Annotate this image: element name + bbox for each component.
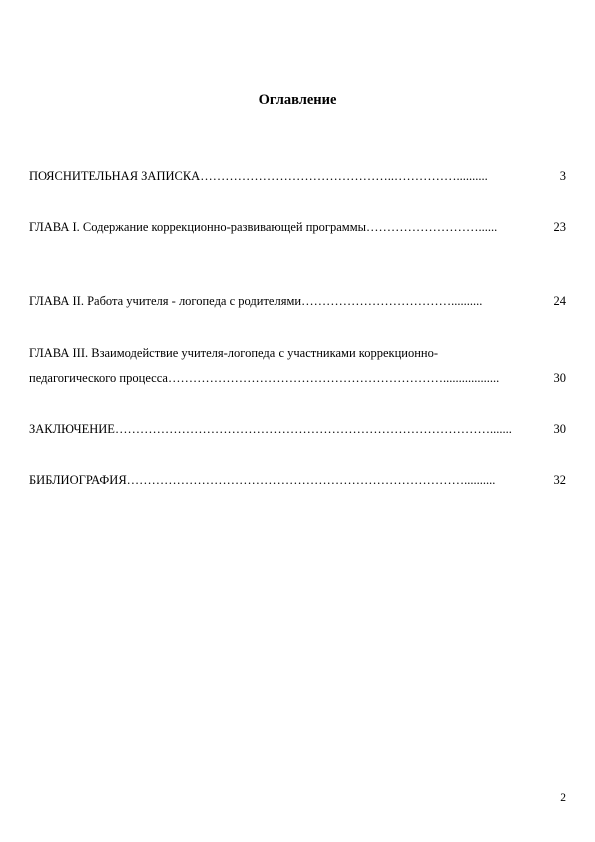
toc-entry-chapter-3-line-1[interactable] (29, 345, 566, 361)
toc-entry-page: 3 (559, 169, 566, 183)
toc-entry-text: БИБЛИОГРАФИЯ (29, 473, 127, 487)
toc-dot-leader: ………………………...... (366, 220, 498, 234)
page-number: 2 (560, 792, 566, 804)
toc-entry-text-continued: педагогического процесса (29, 371, 168, 385)
toc-entry-page: 32 (553, 473, 566, 487)
toc-dot-leader: ……………………………………………………………………….......... (126, 473, 496, 487)
toc-entry-bibliography[interactable] (29, 472, 566, 488)
toc-dot-leader: ……………………………….......... (301, 294, 483, 308)
toc-entry-conclusion[interactable] (29, 421, 566, 437)
toc-dot-leader: ………………………………………………………………………………....... (114, 422, 512, 436)
toc-entry-text: ГЛАВА II. Работа учителя - логопеда с родителями (29, 294, 302, 308)
table-of-contents-title: Оглавление (258, 92, 337, 108)
toc-entry-page: 30 (553, 371, 566, 385)
toc-entry-chapter-3-line-2[interactable] (29, 370, 566, 386)
toc-entry-page: 30 (553, 422, 566, 436)
toc-entry-text: ЗАКЛЮЧЕНИЕ (29, 422, 115, 436)
toc-dot-leader: ………………………………………………………….................. (167, 371, 500, 385)
toc-entry-page: 23 (553, 220, 566, 234)
toc-entry-chapter-2[interactable] (29, 293, 566, 309)
toc-dot-leader: ………………………………………..…………….......... (200, 169, 488, 183)
toc-entry-text: ГЛАВА I. Содержание коррекционно-развивающей программы (29, 220, 367, 234)
toc-entry-explanatory-note[interactable] (29, 168, 566, 184)
toc-entry-text: ГЛАВА III. Взаимодействие учителя-логопеда с участниками коррекционно- (29, 346, 438, 360)
toc-entry-page: 24 (553, 294, 566, 308)
toc-entry-chapter-1[interactable] (29, 219, 566, 235)
toc-entry-text: ПОЯСНИТЕЛЬНАЯ ЗАПИСКА (29, 169, 201, 183)
